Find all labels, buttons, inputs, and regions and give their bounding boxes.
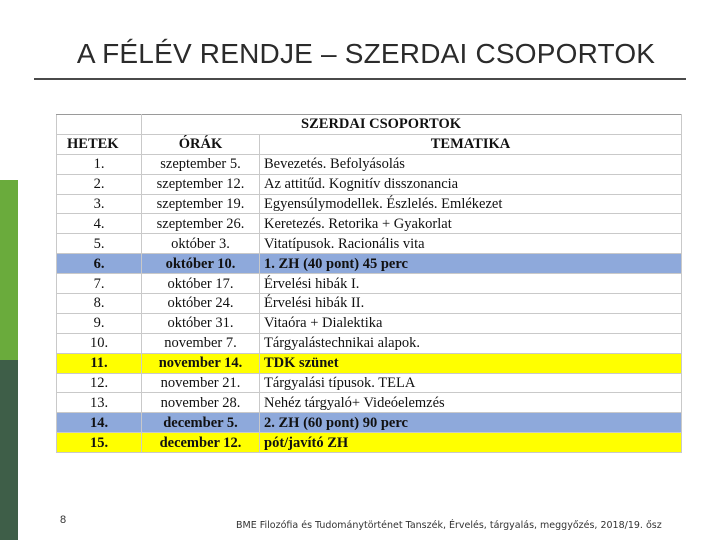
schedule-table [56,114,682,453]
table-row [57,254,682,274]
date-cell: október 10. [142,254,260,274]
table-title: SZERDAI CSOPORTOK [142,115,682,135]
table-row [57,234,682,254]
date-cell: november 7. [142,333,260,353]
date-cell: október 17. [142,274,260,294]
date-cell: december 5. [142,413,260,433]
footer-text: BME Filozófia és Tudománytörténet Tanszék, Érvelés, tárgyalás, meggyőzés, 2018/19. ősz [236,520,662,531]
date-cell: szeptember 5. [142,154,260,174]
week-cell: 4. [57,214,142,234]
side-bar-dark [0,360,18,540]
week-cell: 14. [57,413,142,433]
week-cell: 6. [57,254,142,274]
table-row [57,433,682,453]
topic-cell: 1. ZH (40 pont) 45 perc [260,254,682,274]
week-cell: 13. [57,393,142,413]
week-cell: 8. [57,294,142,314]
side-bar-white [0,0,18,180]
topic-cell: Vitatípusok. Racionális vita [260,234,682,254]
slide-title: A FÉLÉV RENDJE – SZERDAI CSOPORTOK [76,38,656,69]
table-row [57,373,682,393]
date-cell: november 14. [142,353,260,373]
topic-cell: TDK szünet [260,353,682,373]
table-row [57,274,682,294]
date-cell: december 12. [142,433,260,453]
table-row [57,413,682,433]
week-cell: 1. [57,154,142,174]
topic-cell: Tárgyalási típusok. TELA [260,373,682,393]
side-bar-green [0,180,18,360]
date-cell: október 24. [142,294,260,314]
week-cell: 10. [57,333,142,353]
date-cell: november 28. [142,393,260,413]
week-cell: 12. [57,373,142,393]
column-header-row [57,134,682,154]
table-row [57,313,682,333]
week-cell: 3. [57,194,142,214]
week-cell: 7. [57,274,142,294]
week-cell: 5. [57,234,142,254]
page-number: 8 [60,514,67,526]
date-cell: november 21. [142,373,260,393]
table-row [57,154,682,174]
date-cell: október 3. [142,234,260,254]
table-title-row [57,115,682,135]
topic-cell: Bevezetés. Befolyásolás [260,154,682,174]
topic-cell: pót/javító ZH [260,433,682,453]
date-cell: szeptember 26. [142,214,260,234]
table-row [57,194,682,214]
table-row [57,174,682,194]
week-cell: 9. [57,313,142,333]
week-cell: 2. [57,174,142,194]
date-cell: október 31. [142,313,260,333]
table-row [57,333,682,353]
topic-cell: 2. ZH (60 pont) 90 perc [260,413,682,433]
topic-cell: Érvelési hibák II. [260,294,682,314]
header-topics: TEMATIKA [260,134,682,154]
table-row [57,214,682,234]
table-row [57,393,682,413]
date-cell: szeptember 19. [142,194,260,214]
table-row [57,294,682,314]
week-cell: 11. [57,353,142,373]
week-cell: 15. [57,433,142,453]
topic-cell: Vitaóra + Dialektika [260,313,682,333]
table-row [57,353,682,373]
topic-cell: Keretezés. Retorika + Gyakorlat [260,214,682,234]
header-weeks: HETEK [57,134,142,154]
topic-cell: Nehéz tárgyaló+ Videóelemzés [260,393,682,413]
topic-cell: Tárgyalástechnikai alapok. [260,333,682,353]
date-cell: szeptember 12. [142,174,260,194]
topic-cell: Egyensúlymodellek. Észlelés. Emlékezet [260,194,682,214]
title-underline [34,78,686,80]
table-title-blank [57,115,142,135]
header-hours: ÓRÁK [142,134,260,154]
topic-cell: Az attitűd. Kognitív disszonancia [260,174,682,194]
topic-cell: Érvelési hibák I. [260,274,682,294]
